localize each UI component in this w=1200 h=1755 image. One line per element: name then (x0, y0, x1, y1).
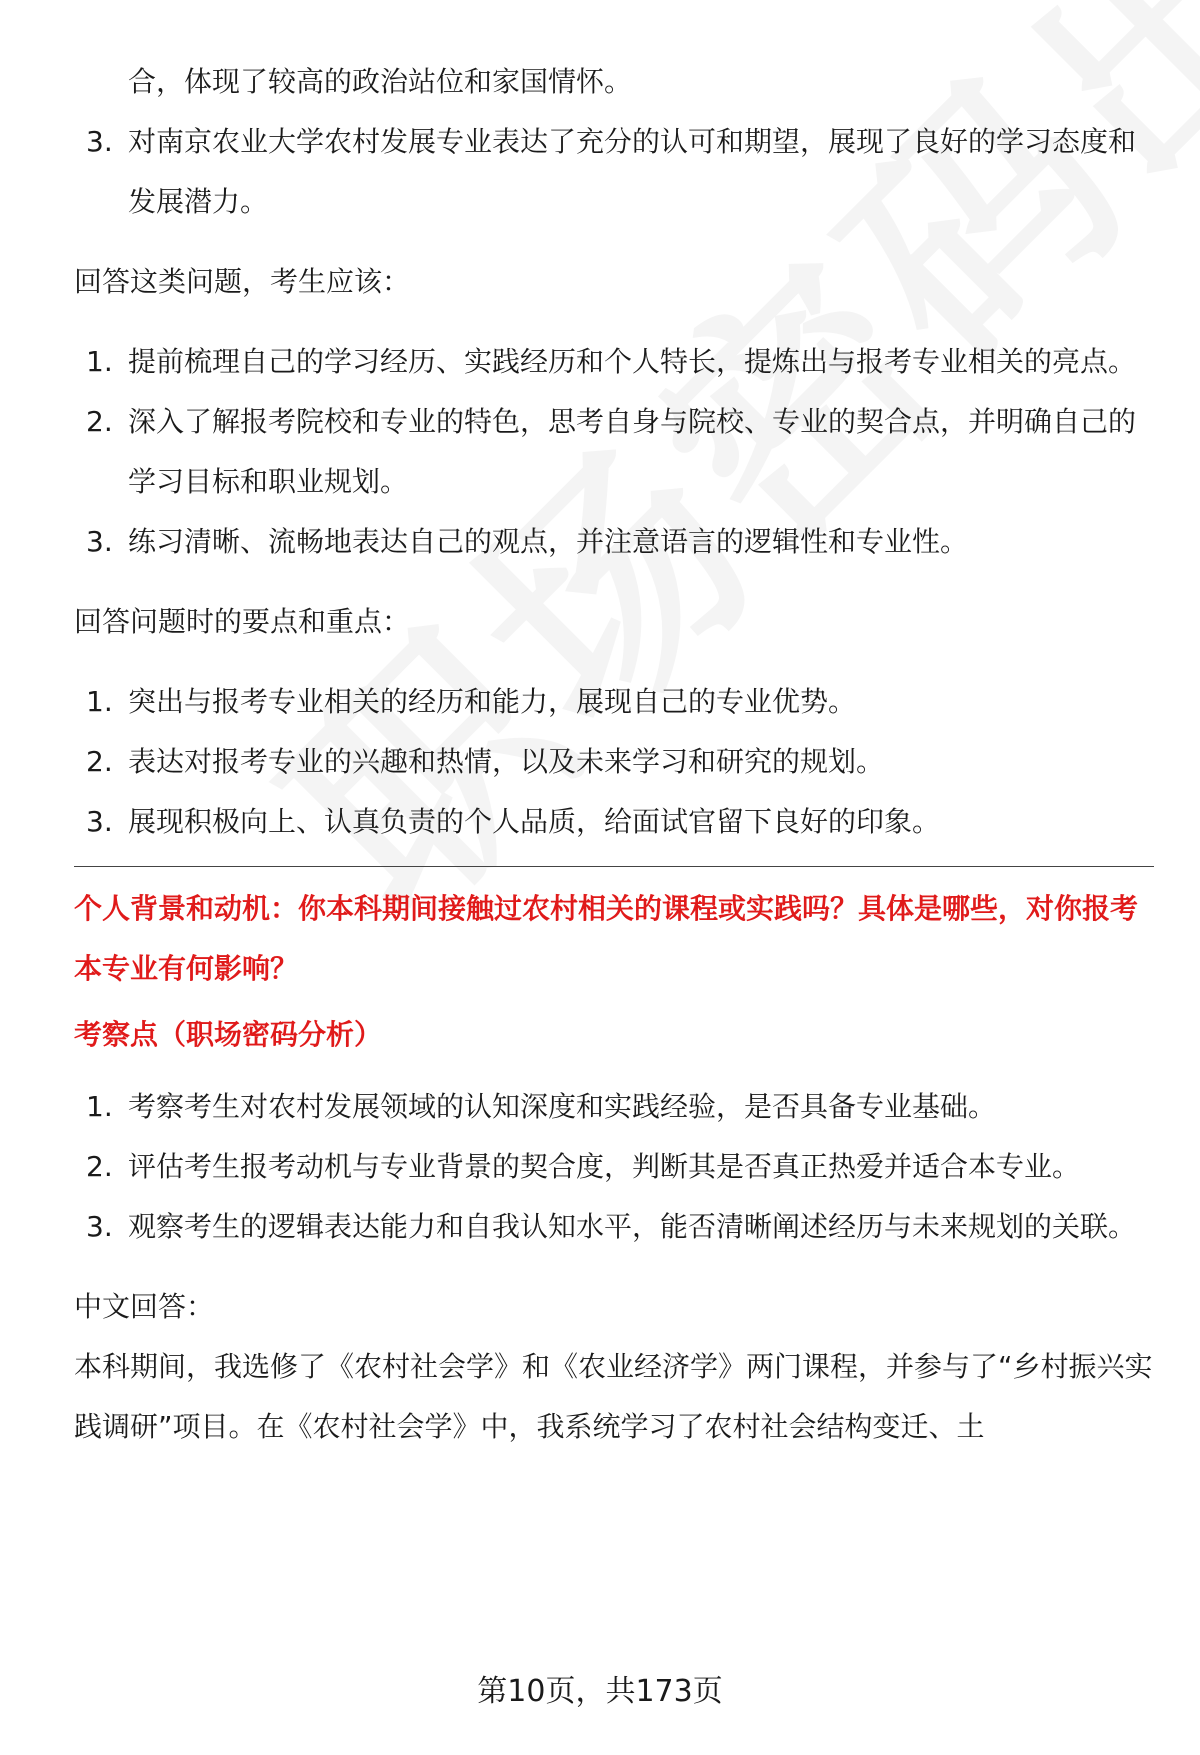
keypoints-heading: 回答问题时的要点和重点： (74, 605, 411, 638)
list-text: 提前梳理自己的学习经历、实践经历和个人特长，提炼出与报考专业相关的亮点。 (128, 345, 1137, 378)
list-item (74, 792, 1154, 852)
list-item (74, 1077, 1154, 1137)
list-number: 3. (86, 125, 113, 158)
list-item (74, 392, 1154, 512)
list-number: 1. (86, 1090, 113, 1123)
list-item (74, 512, 1154, 572)
list-item (74, 332, 1154, 392)
list-text: 评估考生报考动机与专业背景的契合度，判断其是否真正热爱并适合本专业。 (128, 1150, 1081, 1183)
list-item (74, 1137, 1154, 1197)
list-text: 展现积极向上、认真负责的个人品质，给面试官留下良好的印象。 (128, 805, 941, 838)
list-text: 对南京农业大学农村发展专业表达了充分的认可和期望，展现了良好的学习态度和发展潜力。 (128, 125, 1137, 218)
analysis-heading: 考察点（职场密码分析） (74, 1018, 383, 1051)
advice-list (74, 332, 1154, 572)
list-number: 3. (86, 1210, 113, 1243)
list-number: 1. (86, 685, 113, 718)
list-number: 3. (86, 525, 113, 558)
list-item (74, 1197, 1154, 1257)
list-text: 表达对报考专业的兴趣和热情，以及未来学习和研究的规划。 (128, 745, 885, 778)
list-text: 突出与报考专业相关的经历和能力，展现自己的专业优势。 (128, 685, 857, 718)
list-number: 2. (86, 745, 113, 778)
list-text: 练习清晰、流畅地表达自己的观点，并注意语言的逻辑性和专业性。 (128, 525, 969, 558)
page-content (74, 52, 1154, 1457)
list-number: 2. (86, 405, 113, 438)
list-item (74, 672, 1154, 732)
question-title: 个人背景和动机：你本科期间接触过农村相关的课程或实践吗？具体是哪些，对你报考本专业有何影响？ (74, 892, 1139, 985)
page-footer: 第10页，共173页 (477, 1674, 723, 1709)
list-item (74, 732, 1154, 792)
analysis-list (74, 1077, 1154, 1257)
keypoints-list (74, 672, 1154, 852)
list-text: 观察考生的逻辑表达能力和自我认知水平，能否清晰阐述经历与未来规划的关联。 (128, 1210, 1137, 1243)
continued-line: 合，体现了较高的政治站位和家国情怀。 (128, 65, 633, 98)
list-number: 1. (86, 345, 113, 378)
list-item (74, 112, 1154, 232)
continued-list (74, 112, 1154, 232)
section-divider (74, 866, 1154, 867)
list-number: 3. (86, 805, 113, 838)
list-number: 2. (86, 1150, 113, 1183)
answer-text: 本科期间，我选修了《农村社会学》和《农业经济学》两门课程，并参与了“乡村振兴实践调研”项目。在《农村社会学》中，我系统学习了农村社会结构变迁、土 (74, 1350, 1153, 1443)
list-text: 考察考生对农村发展领域的认知深度和实践经验，是否具备专业基础。 (128, 1090, 997, 1123)
advice-heading: 回答这类问题，考生应该： (74, 265, 411, 298)
answer-heading: 中文回答： (74, 1290, 215, 1323)
list-text: 深入了解报考院校和专业的特色，思考自身与院校、专业的契合点，并明确自己的学习目标和职业规划。 (128, 405, 1137, 498)
